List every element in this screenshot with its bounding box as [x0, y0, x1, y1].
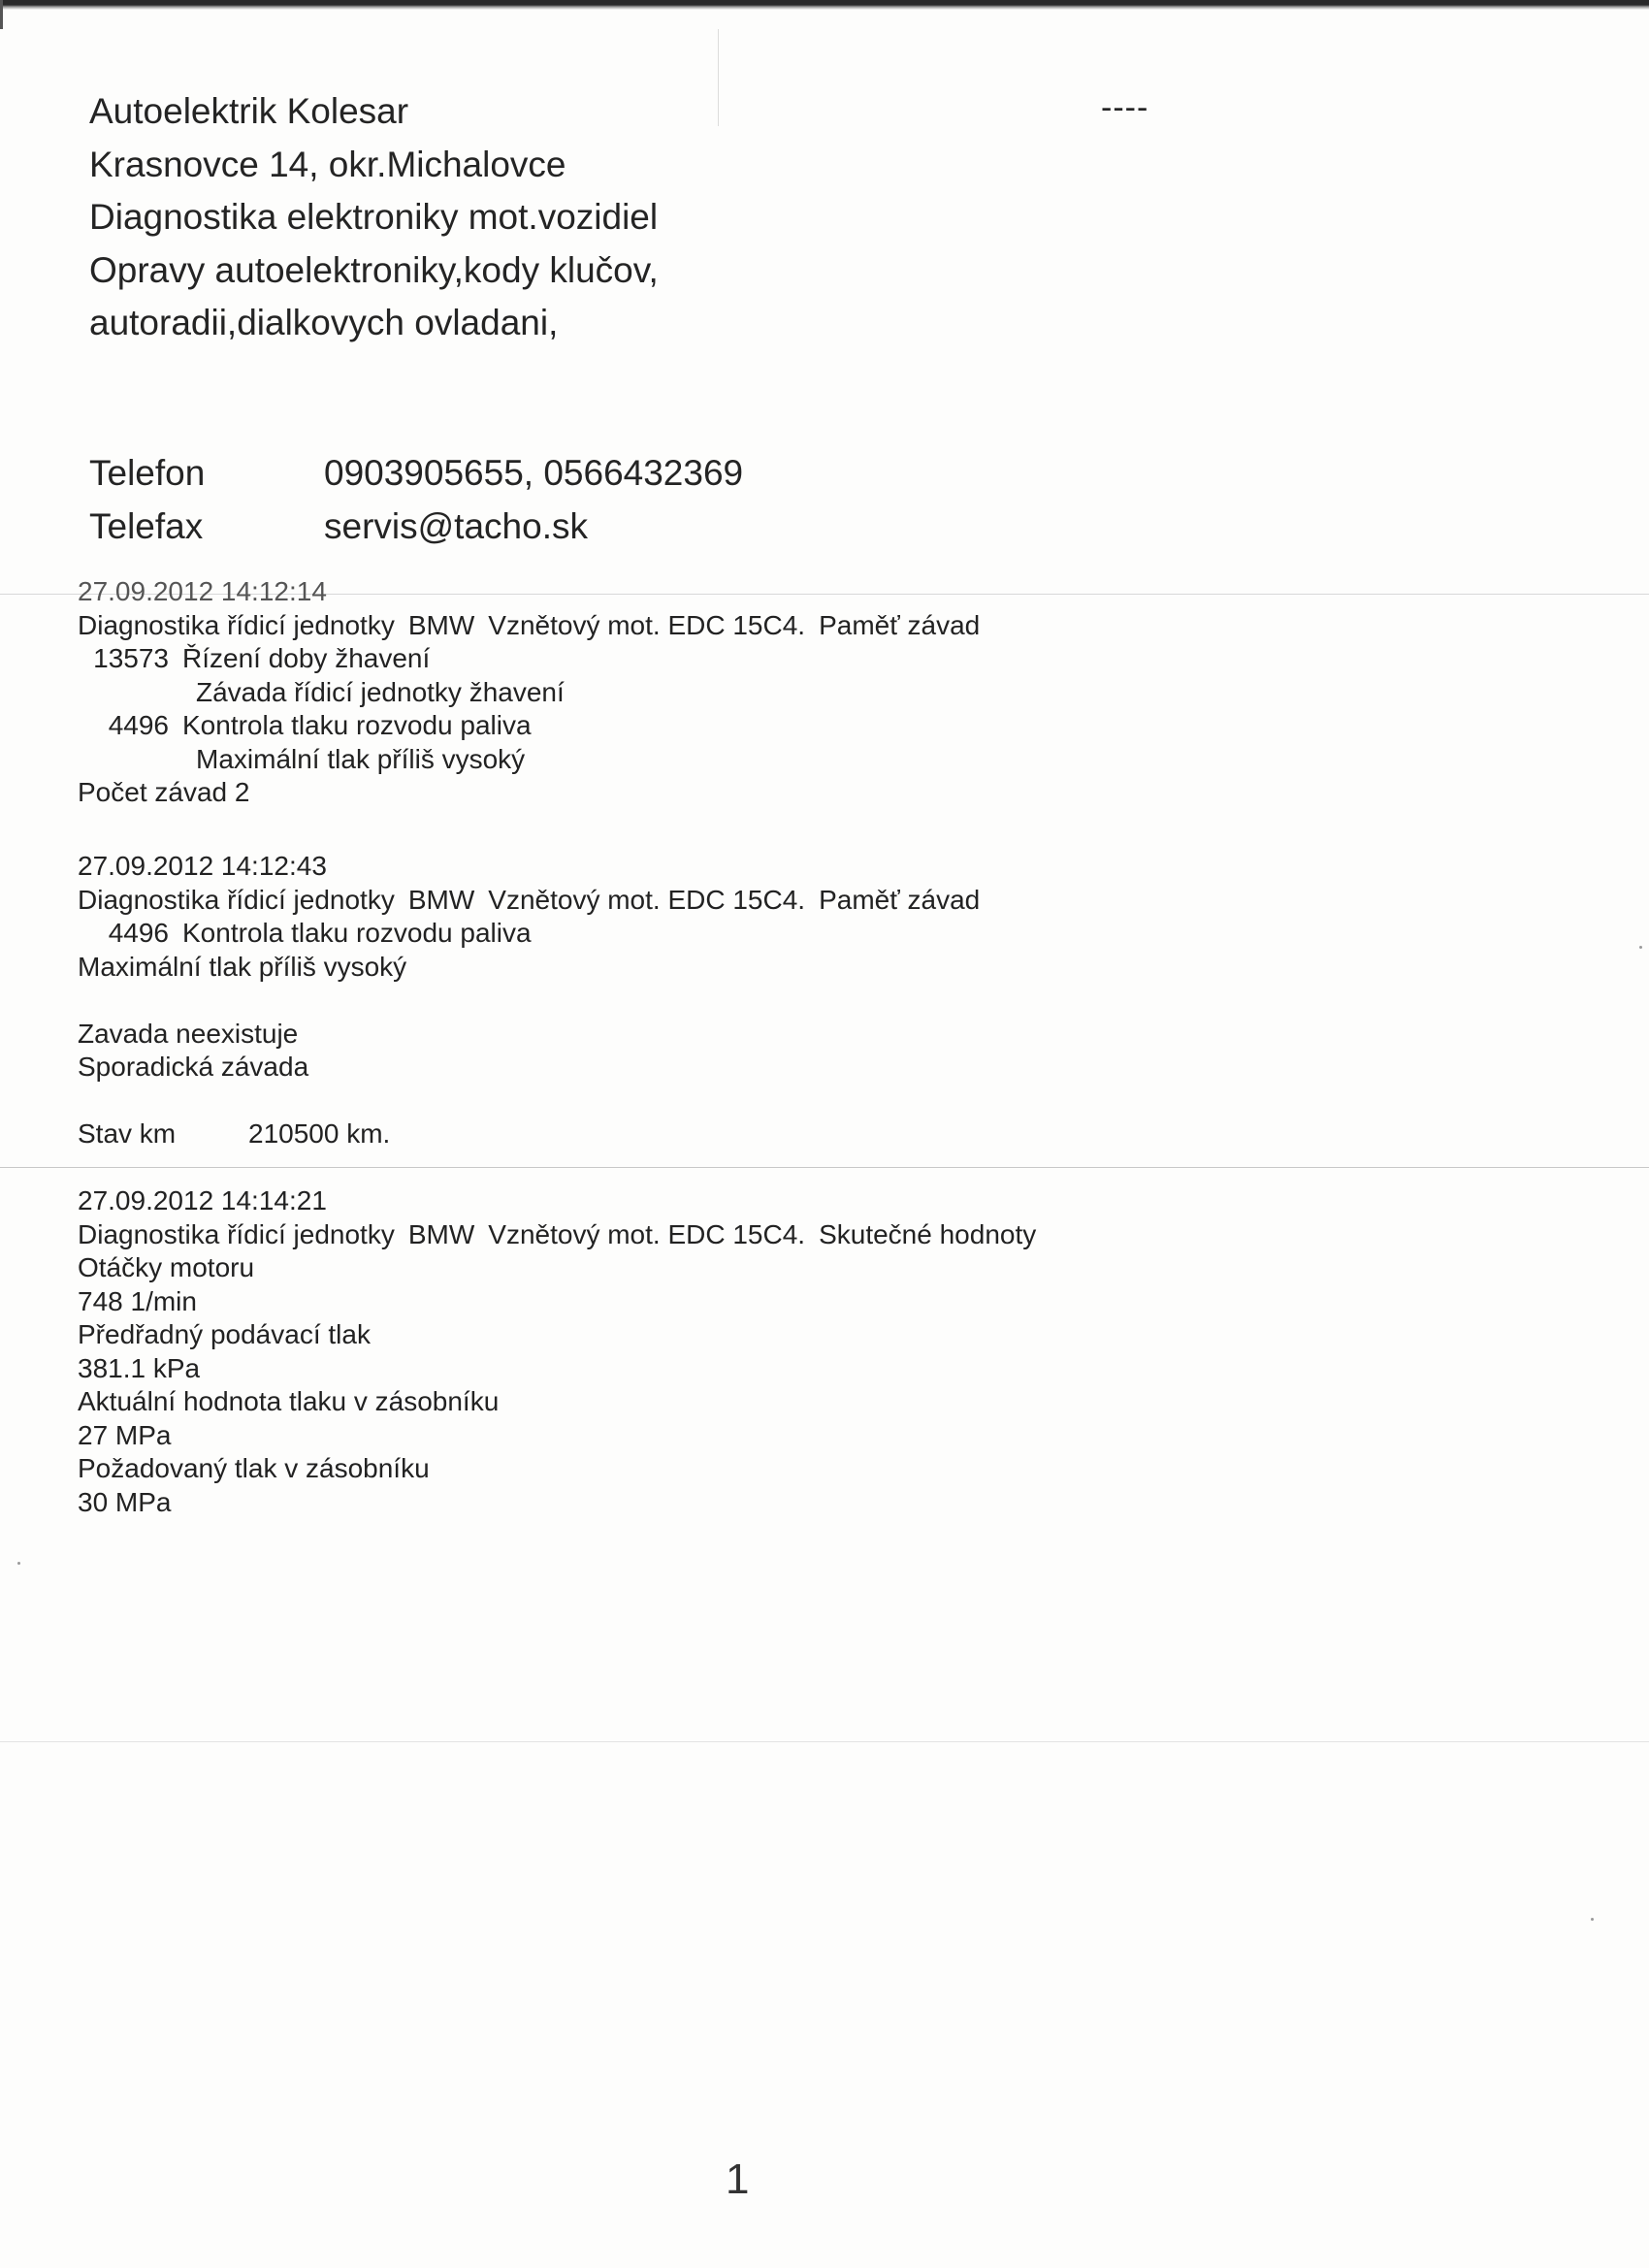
log-make: BMW: [407, 884, 475, 915]
fault-count: Počet závad 2: [78, 777, 250, 807]
fault-name: Řízení doby žhavení: [182, 643, 431, 673]
fax-label: Telefax: [89, 506, 204, 546]
value-reading: 748 1/min: [78, 1285, 197, 1316]
fault-detail: Maximální tlak příliš vysoký: [196, 743, 526, 774]
log-unit: Diagnostika řídicí jednotky: [78, 609, 395, 640]
fold-line-vertical: [718, 29, 719, 126]
odometer-label: Stav km: [78, 1118, 177, 1149]
value-label: Aktuální hodnota tlaku v zásobníku: [78, 1386, 500, 1416]
company-service-1: Diagnostika elektroniky mot.vozidiel: [89, 197, 659, 237]
fault-name: Kontrola tlaku rozvodu paliva: [182, 710, 532, 740]
scan-speck: [1639, 946, 1642, 949]
fault-status: Zavada neexistuje: [78, 1018, 299, 1049]
value-label: Požadovaný tlak v zásobníku: [78, 1453, 430, 1483]
value-label: Předřadný podávací tlak: [78, 1319, 371, 1349]
log-engine: Vznětový mot. EDC 15C4.: [488, 609, 806, 640]
fold-line-lower: [0, 1741, 1649, 1742]
scan-top-edge: [0, 0, 1649, 10]
fault-row: [78, 642, 980, 676]
fault-status: Sporadická závada: [78, 1052, 309, 1082]
fault-detail: Závada řídicí jednotky žhavení: [196, 676, 565, 707]
page-number: 1: [726, 2155, 750, 2203]
value-reading: 381.1 kPa: [78, 1352, 201, 1383]
fault-detail: Maximální tlak příliš vysoký: [78, 951, 407, 982]
log-timestamp: 27.09.2012 14:14:21: [78, 1185, 327, 1215]
contact-block: [89, 446, 743, 553]
log-entry-3: [78, 1184, 1036, 1519]
company-address: Krasnovce 14, okr.Michalovce: [89, 144, 566, 184]
log-header: [78, 884, 980, 918]
log-make: BMW: [407, 609, 475, 640]
log-header: [78, 1218, 1036, 1252]
log-unit: Diagnostika řídicí jednotky: [78, 1218, 395, 1249]
letterhead: [89, 85, 659, 350]
company-name: Autoelektrik Kolesar: [89, 91, 409, 131]
header-mark: ----: [1101, 89, 1149, 126]
odometer-row: [78, 1118, 980, 1151]
log-timestamp: 27.09.2012 14:12:14: [78, 576, 327, 606]
value-label: Otáčky motoru: [78, 1252, 255, 1282]
company-service-3: autoradii,dialkovych ovladani,: [89, 303, 559, 342]
log-mode: Paměť závad: [819, 609, 981, 640]
log-engine: Vznětový mot. EDC 15C4.: [488, 1218, 806, 1249]
fault-row: [78, 917, 980, 951]
fold-line-middle: [0, 1167, 1649, 1168]
scan-left-edge: [0, 0, 3, 29]
fault-code: 13573: [93, 643, 169, 673]
log-mode: Paměť závad: [819, 884, 981, 915]
phone-label: Telefon: [89, 453, 206, 493]
value-reading: 30 MPa: [78, 1486, 172, 1517]
scan-speck: [1591, 1918, 1594, 1921]
value-reading: 27 MPa: [78, 1419, 172, 1450]
log-entry-2: [78, 850, 980, 1151]
phone-value: 0903905655, 0566432369: [324, 453, 744, 493]
log-make: BMW: [407, 1218, 475, 1249]
log-mode: Skutečné hodnoty: [819, 1218, 1037, 1249]
log-engine: Vznětový mot. EDC 15C4.: [488, 884, 806, 915]
log-timestamp: 27.09.2012 14:12:43: [78, 851, 327, 881]
fax-row: [89, 500, 743, 553]
fault-name: Kontrola tlaku rozvodu paliva: [182, 918, 532, 948]
log-unit: Diagnostika řídicí jednotky: [78, 884, 395, 915]
fault-code: 4496: [108, 918, 169, 948]
fault-code: 4496: [108, 710, 169, 740]
log-header: [78, 609, 980, 643]
fax-value: servis@tacho.sk: [324, 506, 588, 546]
company-service-2: Opravy autoelektroniky,kody klučov,: [89, 249, 659, 290]
fault-row: [78, 709, 980, 743]
odometer-value: 210500 km.: [248, 1118, 391, 1149]
scan-speck: [17, 1562, 20, 1565]
log-entry-1: [78, 575, 980, 810]
phone-row: [89, 446, 743, 500]
